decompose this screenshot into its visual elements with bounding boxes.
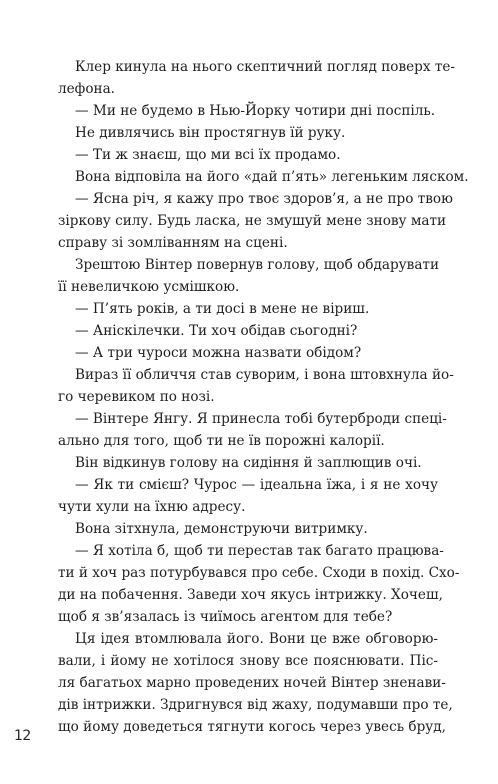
text-line: ти й хоч раз потурбувався про себе. Сходи в похід. Схо-	[58, 565, 460, 581]
text-line: Не дивлячись він простягнув їй руку.	[75, 125, 346, 141]
text-line: її невеличкою усмішкою.	[58, 279, 240, 295]
text-line: Зрештою Вінтер повернув голову, щоб обдарувати	[75, 257, 440, 273]
text-line: Вона відповіла на його «дай п’ять» легеньким ляском.	[75, 169, 469, 185]
text-line: зіркову силу. Будь ласка, не змушуй мене знову мати	[58, 213, 447, 229]
text-line: — Ми не будемо в Нью-Йорку чотири дні поспіль.	[75, 103, 436, 119]
text-line: ля багатьох марно проведених ночей Вінтер зненави-	[58, 675, 446, 691]
text-line: — П’ять років, а ти досі в мене не віриш.	[75, 301, 370, 317]
text-line: лефона.	[58, 81, 115, 97]
text-line: ально для того, щоб ти не їв порожні калорії.	[58, 433, 385, 449]
text-line: — Я хотіла б, щоб ти перестав так багато працюва-	[75, 543, 444, 559]
text-line: го черевиком по нозі.	[58, 389, 215, 405]
text-line: — Ясна річ, я кажу про твоє здоров’я, а не про твою	[75, 191, 453, 207]
text-line: — Ти ж знаєш, що ми всі їх продамо.	[75, 147, 341, 163]
text-line: справу зі зомліванням на сцені.	[58, 235, 288, 251]
page-number: 12	[14, 728, 31, 744]
text-line: ди на побачення. Заведи хоч якусь інтрижку. Хочеш,	[58, 587, 443, 603]
text-line: Клер кинула на нього скептичний погляд поверх те-	[75, 59, 456, 75]
text-line: — А три чуроси можна назвати обідом?	[75, 345, 362, 361]
text-line: — Аніскілечки. Ти хоч обідав сьогодні?	[75, 323, 358, 339]
text-line: — Вінтере Янгу. Я принесла тобі бутерброди спеці-	[75, 411, 447, 427]
text-line: Вона зітхнула, демонструючи витримку.	[75, 521, 368, 537]
text-line: що йому доведеться тягнути когось через увесь бруд,	[58, 719, 446, 735]
text-line: Ця ідея втомлювала його. Вони це вже обговорю-	[75, 631, 438, 647]
text-line: дів інтрижки. Здригнувся від жаху, подумавши про те,	[58, 697, 453, 713]
text-line: вали, і йому не хотілося знову все пояснювати. Піс-	[58, 653, 438, 669]
text-line: чути хули на їхню адресу.	[58, 499, 246, 515]
text-line: Він відкинув голову на сидіння й заплющив очі.	[75, 455, 422, 471]
body-text	[58, 56, 469, 738]
text-line: — Як ти смієш? Чурос — ідеальна їжа, і я не хочу	[75, 477, 438, 493]
text-line: Вираз її обличчя став суворим, і вона штовхнула йо-	[75, 367, 454, 383]
text-line: щоб я зв’язалась із чиїмось агентом для тебе?	[58, 609, 393, 625]
